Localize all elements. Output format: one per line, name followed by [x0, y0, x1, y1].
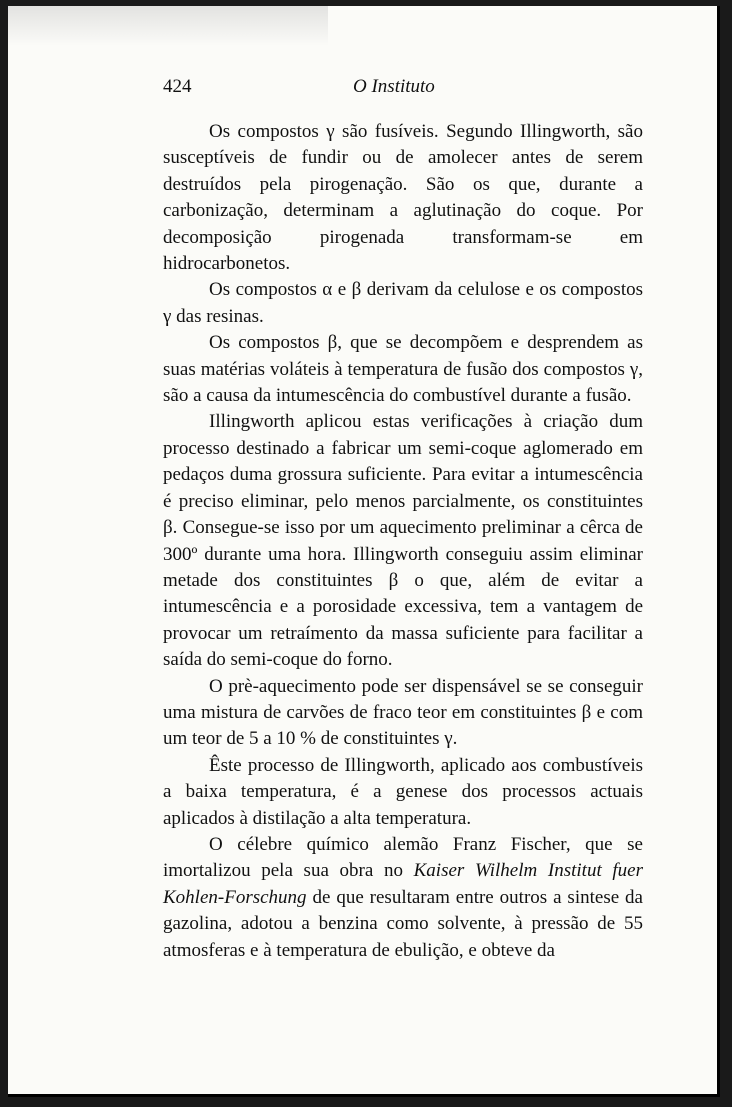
paragraph-6: Êste processo de Illingworth, aplicado aos combustíveis a baixa temperatura, é a genese dos processos actuais aplicados à distilação a alta temperatura.: [163, 754, 643, 829]
paragraph-7-end: de que resultaram entre outros a sintese da gazolina, adotou a benzina como solvente, à pressão de 55 atmosferas e à temperatura de ebulição, e obteve da: [163, 886, 643, 961]
paragraph-4: Illingworth aplicou estas verificações à criação dum processo destinado a fabricar um semi-coque aglomerado em pedaços duma grossura suficiente. Para evitar a intumescência é preciso eliminar, pelo menos parcialmente, os constituintes β. Consegue-se isso por um aquecimento preliminar a cêrca de 300º durante uma hora. Illingworth conseguiu assim eliminar metade dos constituintes β o que, além de evitar a intumescência e a porosidade excessiva, tem a vantagem de provocar um retraímento da massa suficiente para facilitar a saída do semi-coque do forno.: [163, 411, 643, 671]
paper-scuff: [8, 6, 328, 46]
paragraph-3: Os compostos β, que se decompõem e desprendem as suas matérias voláteis à temperatura de fusão dos compostos γ, são a causa da intumescência do combustível durante a fusão.: [163, 332, 643, 407]
paragraph-7: [163, 832, 643, 964]
body-text: [163, 119, 643, 964]
institute-name: Kaiser Wilhelm Institut fuer Kohlen-Forschung: [163, 860, 643, 908]
paragraph-2: Os compostos α e β derivam da celulose e os compostos γ das resinas.: [163, 279, 643, 327]
page-number: 424: [163, 76, 192, 97]
paragraph-1: Os compostos γ são fusíveis. Segundo Illingworth, são susceptíveis de fundir ou de amolecer antes de serem destruídos pela pirogenação. São os que, durante a carbonização, determinam a aglutinação do coque. Por decomposição pirogenada transformam-se em hidrocarbonetos.: [163, 121, 643, 275]
paragraph-5: O prè-aquecimento pode ser dispensável se se conseguir uma mistura de carvões de fraco teor em constituintes β e com um teor de 5 a 10 % de constituintes γ.: [163, 675, 643, 750]
paragraph-7-start: O célebre químico alemão Franz Fischer, que se imortalizou pela sua obra no: [163, 833, 643, 882]
page-header: [163, 76, 643, 100]
running-title: O Instituto: [353, 76, 435, 97]
book-page: [8, 6, 720, 1097]
